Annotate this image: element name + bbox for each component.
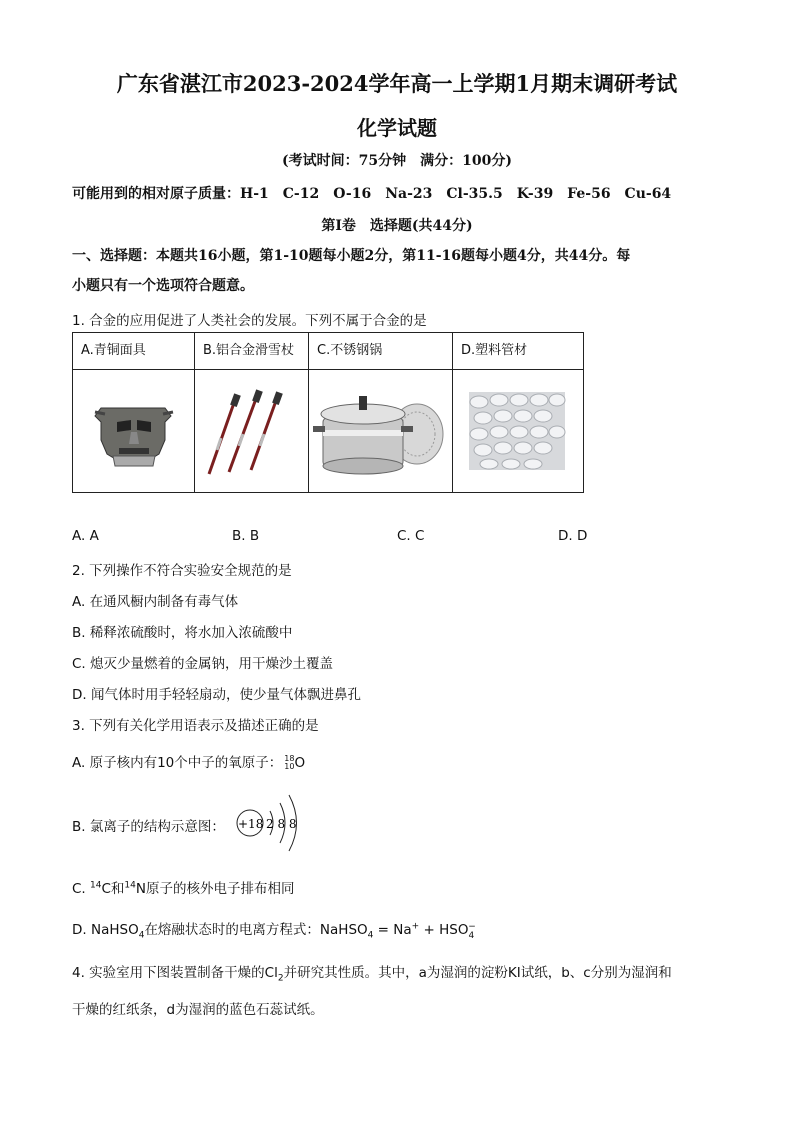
exam-info: (考试时间：75分钟 满分：100分) — [282, 153, 512, 169]
oxygen-symbol: O — [294, 755, 306, 771]
q3-option-c-suffix: N原子的核外电子排布相同 — [135, 881, 295, 897]
q1-stem: 1. 合金的应用促进了人类社会的发展。下列不属于合金的是 — [72, 313, 427, 329]
q1-answer-c[interactable]: C. C — [397, 528, 425, 544]
q3-option-d-sub: 4 — [138, 930, 145, 941]
q3-option-d-eq: = Na — [373, 922, 412, 938]
q3-option-d-sup2: − — [468, 921, 476, 932]
q1-cell-b — [195, 370, 309, 493]
oxygen-atomic-number: 10 — [284, 762, 295, 771]
q1-header-b: B.铝合金滑雪杖 — [195, 333, 309, 370]
q2-stem: 2. 下列操作不符合实验安全规范的是 — [72, 563, 292, 579]
carbon-mass-number: 14 — [90, 880, 102, 891]
q3-stem: 3. 下列有关化学用语表示及描述正确的是 — [72, 718, 319, 734]
ski-poles-image — [195, 370, 308, 488]
q2-option-d[interactable]: D. 闻气体时用手轻轻扇动，使少量气体飘进鼻孔 — [72, 687, 361, 703]
q3-option-d-eq2: + HSO — [419, 922, 469, 938]
q3-option-c-label: C. — [72, 881, 86, 897]
q4-line-2: 干燥的红纸条，d为湿润的蓝色石蕊试纸。 — [72, 1002, 324, 1018]
q3-option-b-text: B. 氯离子的结构示意图： — [72, 819, 225, 835]
q1-answer-d[interactable]: D. D — [558, 528, 588, 544]
q1-cell-c — [309, 370, 453, 493]
q1-header-d: D.塑料管材 — [453, 333, 584, 370]
q3-option-a[interactable] — [72, 751, 305, 771]
q3-option-d-sub3: 4 — [468, 930, 475, 941]
atomic-masses: 可能用到的相对原子质量：H-1 C-12 O-16 Na-23 Cl-35.5 K-39 Fe-56 Cu-64 — [72, 186, 672, 202]
q4-line-1-sub: 2 — [277, 973, 284, 984]
q2-option-c[interactable]: C. 熄灭少量燃着的金属钠，用干燥沙土覆盖 — [72, 656, 334, 672]
q2-option-a[interactable]: A. 在通风橱内制备有毒气体 — [72, 594, 239, 610]
section-title: 第Ⅰ卷 选择题(共44分) — [321, 218, 473, 234]
instructions-line-1: 一、选择题：本题共16小题，第1-10题每小题2分，第11-16题每小题4分，共44分。每 — [72, 248, 631, 264]
q3-option-d[interactable] — [72, 918, 476, 941]
q3-option-d-sub3-wrap — [468, 931, 474, 941]
q3-option-b[interactable] — [72, 815, 225, 835]
nucleus-charge: +18 — [238, 817, 264, 831]
nitrogen-mass-number: 14 — [124, 880, 136, 891]
q4-line-1 — [72, 961, 672, 984]
q3-option-c-mid: C和 — [101, 881, 125, 897]
q3-option-d-sub2: 4 — [367, 930, 374, 941]
q1-cell-d — [453, 370, 584, 493]
electron-shells: 2 8 8 — [266, 817, 297, 831]
q1-header-a: A.青铜面具 — [73, 333, 195, 370]
oxygen-mass-number: 18 — [284, 754, 295, 763]
chloride-ion-structure-diagram — [232, 790, 312, 856]
q4-line-1-b: 并研究其性质。其中，a为湿润的淀粉KI试纸，b、c分别为湿润和 — [283, 965, 672, 981]
q1-options-table — [72, 332, 584, 493]
document-title: 广东省湛江市2023-2024学年高一上学期1月期末调研考试 — [116, 71, 678, 96]
q3-option-d-mid: 在熔融状态时的电离方程式：NaHSO — [144, 922, 368, 938]
q1-cell-a — [73, 370, 195, 493]
q4-line-1-a: 4. 实验室用下图装置制备干燥的Cl — [72, 965, 278, 981]
plastic-pipes-image — [453, 370, 583, 488]
steel-pot-image — [309, 370, 452, 488]
q3-option-a-text: A. 原子核内有10个中子的氧原子： — [72, 755, 283, 771]
q1-header-c: C.不锈钢锅 — [309, 333, 453, 370]
q3-option-c[interactable] — [72, 877, 294, 897]
q1-answer-a[interactable]: A. A — [72, 528, 99, 544]
q3-option-d-sup: + — [411, 921, 420, 932]
q3-option-d-prefix: D. NaHSO — [72, 922, 139, 938]
bronze-mask-image — [73, 370, 194, 488]
q1-answer-b[interactable]: B. B — [232, 528, 260, 544]
q2-option-b[interactable]: B. 稀释浓硫酸时，将水加入浓硫酸中 — [72, 625, 293, 641]
subject-title: 化学试题 — [357, 116, 437, 140]
instructions-line-2: 小题只有一个选项符合题意。 — [72, 278, 254, 294]
